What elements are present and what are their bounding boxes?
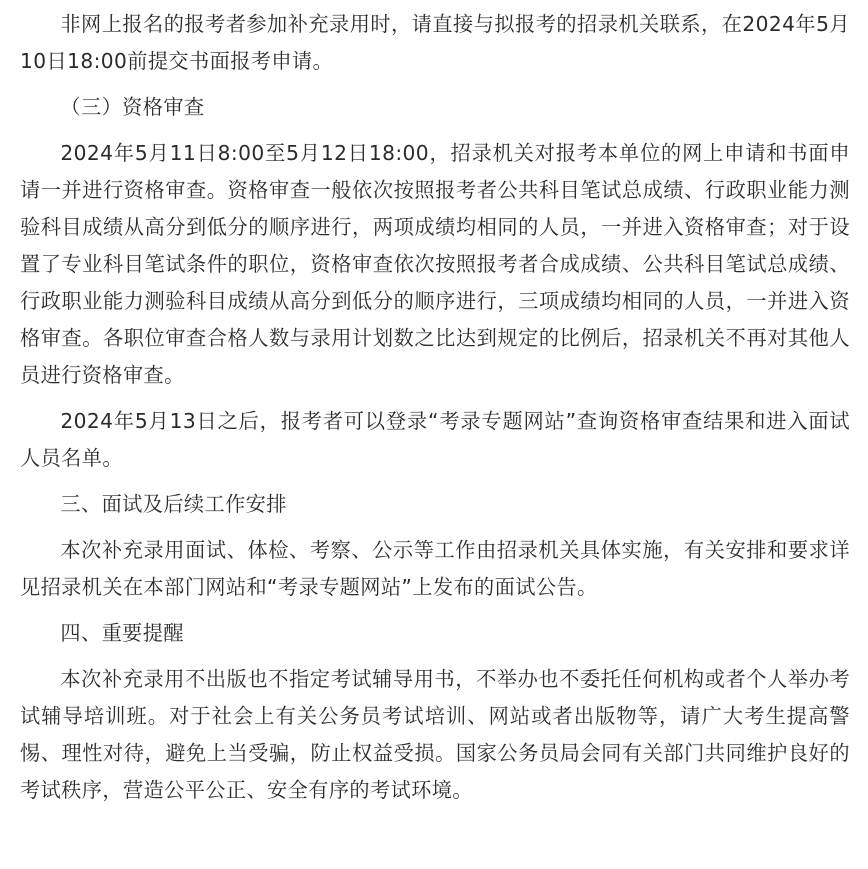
paragraph-qualification-review: 2024年5月11日8:00至5月12日18:00，招录机关对报考本单位的网上申请和书面申请一并进行资格审查。资格审查一般依次按照报考者公共科目笔试总成绩、行政职业能力测验科目成绩从高分到低分的顺序进行，两项成绩均相同的人员，一并进入资格审查；对于设置了专业科目笔试条件的职位，资格审查依次按照报考者合成成绩、公共科目笔试总成绩、行政职业能力测验科目成绩从高分到低分的顺序进行，三项成绩均相同的人员，一并进入资格审查。各职位审查合格人数与录用计划数之比达到规定的比例后，招录机关不再对其他人员进行资格审查。 [20, 141, 850, 387]
paragraph-result-query: 2024年5月13日之后，报考者可以登录“考录专题网站”查询资格审查结果和进入面试人员名单。 [20, 409, 850, 470]
paragraph-offline-registration: 非网上报名的报考者参加补充录用时，请直接与拟报考的招录机关联系，在2024年5月10日18:00前提交书面报考申请。 [20, 12, 850, 73]
paragraph-interview-arrangement: 本次补充录用面试、体检、考察、公示等工作由招录机关具体实施，有关安排和要求详见招录机关在本部门网站和“考录专题网站”上发布的面试公告。 [20, 538, 850, 599]
paragraph-reminder: 本次补充录用不出版也不指定考试辅导用书，不举办也不委托任何机构或者个人举办考试辅导培训班。对于社会上有关公务员考试培训、网站或者出版物等，请广大考生提高警惕、理性对待，避免上当受骗，防止权益受损。国家公务员局会同有关部门共同维护良好的考试秩序，营造公平公正、安全有序的考试环境。 [20, 667, 850, 802]
section-heading-qualification-review: （三）资格审查 [60, 95, 205, 119]
article-body [20, 6, 850, 818]
section-heading-interview: 三、面试及后续工作安排 [60, 492, 287, 516]
section-heading-reminder: 四、重要提醒 [60, 621, 184, 645]
